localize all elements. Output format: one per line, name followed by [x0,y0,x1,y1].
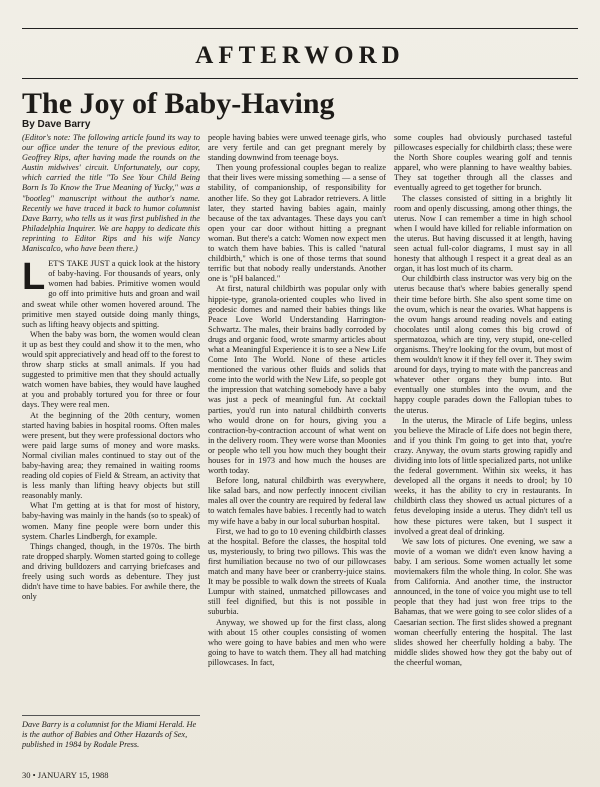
drop-cap: L [22,256,46,299]
bio-rule [22,715,200,716]
paragraph: Things changed, though, in the 1970s. The birth rate dropped sharply. Women started going to college and driving bulldozers and carrying briefcases and freely using such words as debenture. They just didn't have time to have babies. For awhile there, the only [22,541,200,602]
lead-text: ET'S TAKE JUST a quick look at the history of baby-having. For thousands of years, only women had babies. Primitive women would go off into primitive huts and groan and wail and sweat while other women hovered around. The primitive men stayed outside doing manly things, such as lifting heavy objects and spitting. [22,259,200,329]
paragraph: Anyway, we showed up for the first class, along with about 15 other couples consisting of women who were going to have babies and men who were going to have to watch them. They all had matching pillowcases. In fact, [208,617,386,667]
paragraph: We saw lots of pictures. One evening, we saw a movie of a woman we didn't even know having a baby. I am serious. Some women actually let some moviemakers film the whole thing. In color. She was from California. And another time, the instructor announced, in the tone of voice you might use to tell people that they had just won free trips to the Bahamas, that we were going to see color slides of a Caesarian section. The first slides showed a pregnant woman cheerfully entering the hospital. The last slides showed her cheerfully holding a baby. The middle slides showed how they got the baby out of the cheerful woman, [394,536,572,667]
editor-note: (Editor's note: The following article found its way to our office under the tenure of the previous editor, Geoffrey Rips, after having made the rounds on the Austin midwives' circuit. Unfortunately, our copy, which carried the title "To See Your Child Being Born Is To Know the True Meaning of Yucky," was a "bootleg" manuscript without the author's name. Recently we have traced it back to humor columnist Dave Barry, who tells us it was first published in the Philadelphia Inquirer. We are happy to dedicate this reprinting to Editor Rips and his wife Nancy Maniscalco, who have been there.) [22,133,200,254]
section-header: AFTERWORD [195,42,405,69]
paragraph: In the uterus, the Miracle of Life begins, unless you believe the Miracle of Life does not begin there, and if you think I'm going to get into that, you're crazy. Anyway, the ovum starts growing rapidly and dividing into lots of little specialized parts, not unlike the federal government. Within six weeks, it has developed all the organs it needs to drool; by 10 weeks, it has the ability to cry in restaurants. In childbirth class they showed us actual pictures of a fetus developing inside a uterus. They didn't tell us how these pictures were taken, but I suspect it involved a great deal of drinking. [394,415,572,536]
paragraph: Before long, natural childbirth was everywhere, like salad bars, and now perfectly innocent civilian males all over the country are required by federal law to watch females have babies. I recently had to watch my wife have a baby in our local suburban hospital. [208,476,386,526]
paragraph: What I'm getting at is that for most of history, baby-having was mainly in the hands (so to speak) of women. Many fine people were born under this system. Charles Lindbergh, for example. [22,501,200,541]
paragraph: The classes consisted of sitting in a brightly lit room and openly discussing, among other things, the uterus. Now I can remember a time in high school when I would have killed for reliable information on the uterus. But having discussed it at length, having seen actual full-color diagrams, I must say in all honesty that although I respect it a great deal as an organ, it has lost much of its charm. [394,193,572,274]
column-1 [22,133,200,602]
paragraph: some couples had obviously purchased tasteful pillowcases especially for childbirth class; these were the North Shore couples wearing golf and tennis apparel, who were planning to have wealthy babies. They sat together through all the classes and eventually agreed to get together for brunch. [394,133,572,193]
paragraph: At the beginning of the 20th century, women started having babies in hospital rooms. Often males were present, but they were professional doctors who were paid large sums of money and wore masks. Normal civilian males continued to stay out of the baby-having area; they remained in waiting rooms reading old copies of Field & Stream, an activity that is less manly than lifting heavy objects but still reasonably manly. [22,410,200,501]
lead-paragraph [22,256,200,330]
paragraph: First, we had to go to 10 evening childbirth classes at the hospital. Before the classes, the hospital told us, mysteriously, to bring two pillows. This was the first humiliation because no two of our pillowcases match and many have beer or cranberry-juice stains. It may be possible to walk down the streets of Kuala Lumpur with stained, unmatched pillowcases and still feel dignified, but this is not possible in suburbia. [208,526,386,617]
column-2 [208,133,386,668]
paragraph: At first, natural childbirth was popular only with hippie-type, granola-oriented couples who lived in geodesic domes and named their babies things like Peace Love World Understanding Harrington-Schwartz. The males, their brains badly corroded by drugs and organic food, wrote smarmy articles about what a Meaningful Experience it is to see a New Life Come Into The World. None of these articles mentioned the various other fluids and solids that come into the world with the New Life, so people got the impression that watching somebody have a baby was just a peck of meaningful fun. At cocktail parties, you'd run into natural childbirth converts who would drone on for hours, giving you a contraction-by-contraction account of what went on in the delivery room. They were worse than Moonies or people who tell you how much they bought their houses for in 1973 and how much the houses are worth today. [208,284,386,476]
top-rule [22,28,578,29]
paragraph: people having babies were unwed teenage girls, who are very fertile and can get pregnant merely by standing downwind from teenage boys. [208,133,386,163]
byline: By Dave Barry [22,119,91,130]
header-rule [22,78,578,79]
author-bio: Dave Barry is a columnist for the Miami Herald. He is the author of Babies and Other Hazards of Sex, published in 1984 by Rodale Press. [22,720,197,750]
column-3 [394,133,572,668]
paragraph: When the baby was born, the women would clean it up as best they could and show it to the men, who would spit appreciatively and head off to the forest to throw sharp sticks at small animals. If you had suggested to primitive men that they should actually watch women have babies, they would have laughed at you and probably tortured you for three or four days. They were real men. [22,329,200,410]
paragraph: Our childbirth class instructor was very big on the uterus because that's where babies generally spend their time before birth. She also spent some time on the ovum, which is near the ovaries. What happens is the ovum hangs around reading novels and eating chocolates until along comes this big crowd of spermatozoa, which are tiny, very stupid, one-celled organisms. They're looking for the ovum, but most of them wouldn't know it if they fell over it. They swim around for days, trying to mate with the pancreas and whatever other organs they bump into. But eventually one stumbles into the ovum, and the happy couple parades down the Fallopian tubes to the uterus. [394,274,572,415]
page-folio: 30 • JANUARY 15, 1988 [22,770,109,780]
paragraph: Then young professional couples began to realize that their lives were missing something — a sense of stability, of companionship, of responsibility for another life. So they got Labrador retrievers. A little later, they started having babies again, mainly because of the tax advantages. These days you can't open your car door without hitting a pregnant woman. But there's a catch: Women now expect men to watch them have babies. This is called "natural childbirth," which is one of those terms that sound terrific but that nobody really understands. Another one is "pH balanced." [208,163,386,284]
article-title: The Joy of Baby-Having [22,87,335,120]
